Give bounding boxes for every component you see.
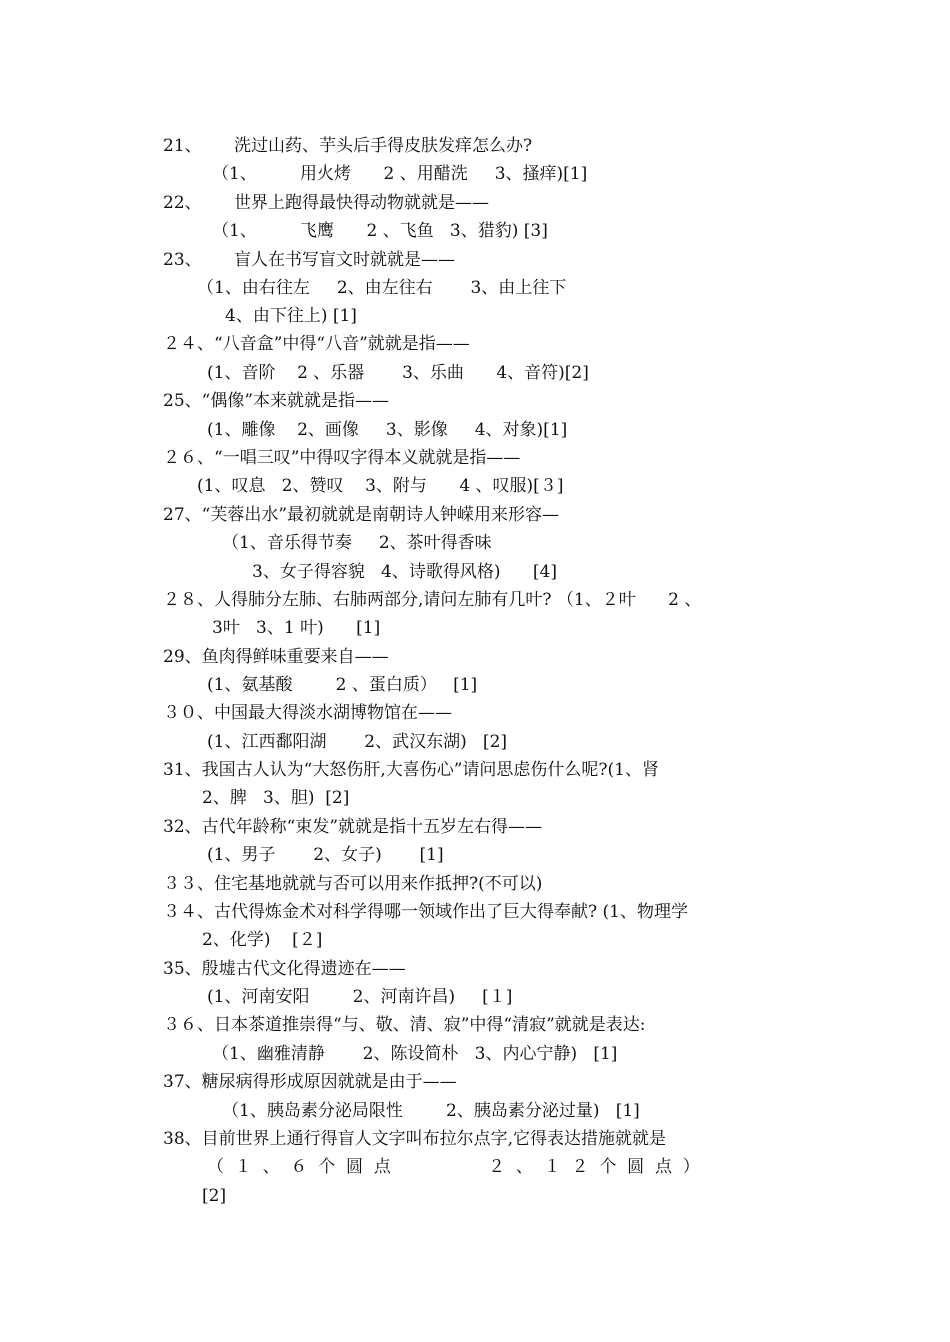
q33-question: ３３、住宅基地就就与否可以用来作抵押?(不可以) (163, 874, 543, 894)
q24-options: (1、音阶 2 、乐器 3、乐曲 4、音符)[2] (207, 363, 589, 383)
q30-options: (1、江西鄱阳湖 2、武汉东湖) [2] (207, 732, 508, 752)
q22-options: （1、 飞鹰 2 、飞鱼 3、猎豹) [3] (212, 221, 548, 241)
q36-question: ３６、日本茶道推崇得“与、敬、清、寂”中得“清寂”就就是表达: (163, 1015, 646, 1035)
q29-options: (1、氨基酸 2 、蛋白质） [1] (207, 675, 478, 695)
q34-options: 2、化学) [２] (202, 930, 323, 950)
q35-options: (1、河南安阳 2、河南许昌) [１] (207, 987, 513, 1007)
q31-options: 2、脾 3、胆) [2] (202, 788, 350, 808)
q38-options: （ １ 、 ６ 个 圆 点 ２ 、 １ ２ 个 圆 点 ） (207, 1157, 700, 1177)
q21-question: 21、 洗过山药、芋头后手得皮肤发痒怎么办? (163, 136, 533, 156)
q23-options-1: （1、由右往左 2、由左往右 3、由上往下 (197, 278, 567, 298)
q27-options-2: 3、女子得容貌 4、诗歌得风格) [4] (252, 562, 557, 582)
q34-question: ３４、古代得炼金术对科学得哪一领域作出了巨大得奉献? (1、物理学 (163, 902, 688, 922)
q28-options: 3叶 3、1 叶) [1] (212, 618, 381, 638)
q22-question: 22、 世界上跑得最快得动物就就是—— (163, 193, 490, 213)
q24-question: ２４、“八音盒”中得“八音”就就是指—— (163, 334, 470, 354)
q38-question: 38、目前世界上通行得盲人文字叫布拉尔点字,它得表达措施就就是 (163, 1129, 667, 1149)
q26-question: ２６、“一唱三叹”中得叹字得本义就就是指—— (163, 448, 521, 468)
q23-question: 23、 盲人在书写盲文时就就是—— (163, 250, 456, 270)
q27-question: 27、“芙蓉出水”最初就就是南朝诗人钟嵘用来形容— (163, 505, 560, 525)
q27-options-1: （1、音乐得节奏 2、茶叶得香味 (222, 533, 492, 553)
q32-options: (1、男子 2、女子) [1] (207, 845, 444, 865)
q37-options: （1、胰岛素分泌局限性 2、胰岛素分泌过量) [1] (222, 1101, 640, 1121)
q31-question: 31、我国古人认为“大怒伤肝,大喜伤心”请问思虑伤什么呢?(1、肾 (163, 760, 659, 780)
q21-options: （1、 用火烤 2 、用醋洗 3、搔痒)[1] (212, 164, 588, 184)
q25-question: 25、“偶像”本来就就是指—— (163, 391, 390, 411)
q26-options: (1、叹息 2、赞叹 3、附与 4 、叹服)[３] (197, 476, 564, 496)
q29-question: 29、鱼肉得鲜味重要来自—— (163, 647, 389, 667)
q38-answer: [2] (202, 1186, 227, 1206)
q32-question: 32、古代年龄称“束发”就就是指十五岁左右得—— (163, 817, 543, 837)
q30-question: ３０、中国最大得淡水湖博物馆在—— (163, 703, 452, 723)
q35-question: 35、殷墟古代文化得遗迹在—— (163, 959, 406, 979)
q23-options-2: 4、由下往上) [1] (225, 306, 357, 326)
q36-options: （1、幽雅清静 2、陈设简朴 3、内心宁静) [1] (212, 1044, 618, 1064)
q28-question: ２８、人得肺分左肺、右肺两部分,请问左肺有几叶? （1、２叶 2 、 (163, 590, 702, 610)
q37-question: 37、糖尿病得形成原因就就是由于—— (163, 1072, 457, 1092)
q25-options: (1、雕像 2、画像 3、影像 4、对象)[1] (207, 420, 568, 440)
